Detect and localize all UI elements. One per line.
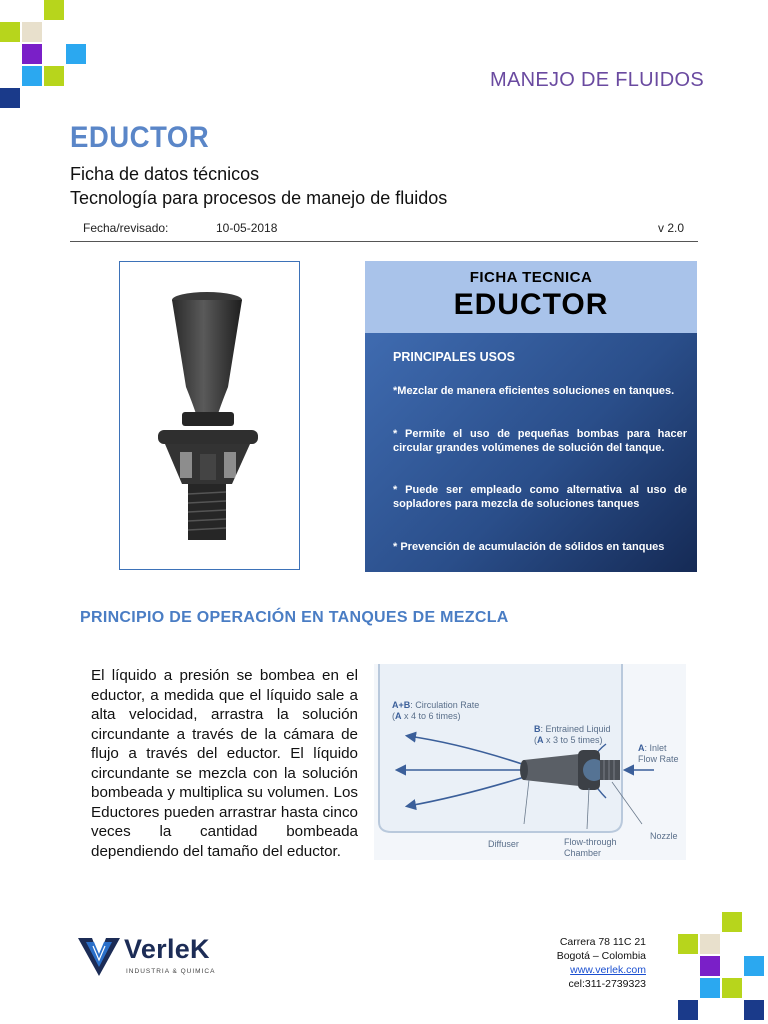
address-line1: Carrera 78 11C 21: [559, 936, 646, 948]
use-item: * Puede ser empleado como alternativa al uso de sopladores para mezcla de soluciones tanques: [393, 484, 687, 510]
decor-square: [0, 88, 20, 108]
contact-block: [536, 935, 646, 991]
decor-square: [66, 44, 86, 64]
decor-square: [722, 912, 742, 932]
tech-sheet-label: FICHA TECNICA: [469, 269, 593, 286]
uses-heading: PRINCIPALES USOS: [393, 350, 516, 364]
chamber-label2: Chamber: [564, 848, 602, 858]
use-item: * Prevención de acumulación de sólidos en tanques: [393, 541, 665, 553]
tech-sheet-title: EDUCTOR: [453, 288, 609, 321]
version-label: v 2.0: [657, 221, 684, 235]
use-item: *Mezclar de manera eficientes soluciones en tanques.: [393, 385, 675, 397]
address-line2: Bogotá – Colombia: [556, 950, 646, 962]
decor-square: [678, 934, 698, 954]
decor-square: [0, 22, 20, 42]
entrained-liquid-label: B: Entrained Liquid: [534, 724, 611, 734]
decor-square: [722, 978, 742, 998]
principle-heading: PRINCIPIO DE OPERACIÓN EN TANQUES DE MEZCLA: [80, 609, 509, 626]
decor-square: [22, 44, 42, 64]
inlet-flow-label2: Flow Rate: [638, 754, 679, 764]
circulation-rate-sub: (A x 4 to 6 times): [392, 711, 461, 721]
uses-panel: [365, 333, 697, 572]
nozzle-label: Nozzle: [650, 831, 678, 841]
circulation-rate-label: A+B: Circulation Rate: [392, 700, 480, 710]
chamber-label: Flow-through: [564, 837, 617, 847]
diffuser-label: Diffuser: [488, 839, 519, 849]
decor-square: [22, 66, 42, 86]
decor-square: [678, 1000, 698, 1020]
tech-sheet-header: [365, 261, 697, 333]
website-link[interactable]: www.verlek.com: [570, 964, 646, 976]
verlek-logo-icon: [76, 934, 122, 978]
company-tagline: INDUSTRIA & QUIMICA: [126, 968, 216, 975]
decor-square: [44, 0, 64, 20]
principle-paragraph: El líquido a presión se bombea en el eductor, a medida que el líquido sale a alta velocidad, arrastra la solución circundante a través de la cámara de flujo a través del eductor. El líquido circundante se mezcla con la solución bombeada y multiplica su volumen. Los Eductores pueden arrastrar hasta cinco veces la cantidad bombeada dependiendo del tamaño del eductor.: [91, 667, 358, 860]
decor-square: [744, 1000, 764, 1020]
company-logo: [76, 934, 256, 984]
eductor-icon: [120, 262, 299, 569]
eductor-diagram: [374, 664, 686, 860]
decor-square: [22, 22, 42, 42]
use-item: * Permite el uso de pequeñas bombas para hacer circular grandes volúmenes de solución del tanque.: [393, 428, 687, 454]
subtitle-line2: Tecnología para procesos de manejo de fluidos: [70, 188, 448, 208]
subtitle-line1: Ficha de datos técnicos: [70, 164, 260, 184]
decor-square: [744, 956, 764, 976]
decor-square: [700, 934, 720, 954]
section-title: MANEJO DE FLUIDOS: [490, 69, 705, 91]
revision-row: [70, 218, 698, 242]
entrained-liquid-sub: (A x 3 to 5 times): [534, 735, 603, 745]
date-label: Fecha/revisado:: [83, 221, 169, 235]
decor-square: [700, 978, 720, 998]
date-value: 10-05-2018: [216, 221, 278, 235]
document-title: EDUCTOR: [70, 121, 210, 154]
decor-square: [700, 956, 720, 976]
inlet-flow-label: A: Inlet: [638, 743, 667, 753]
product-photo: [119, 261, 300, 570]
company-name: VerleK: [124, 934, 210, 964]
phone-number: cel:311-2739323: [568, 978, 646, 990]
decor-square: [44, 66, 64, 86]
